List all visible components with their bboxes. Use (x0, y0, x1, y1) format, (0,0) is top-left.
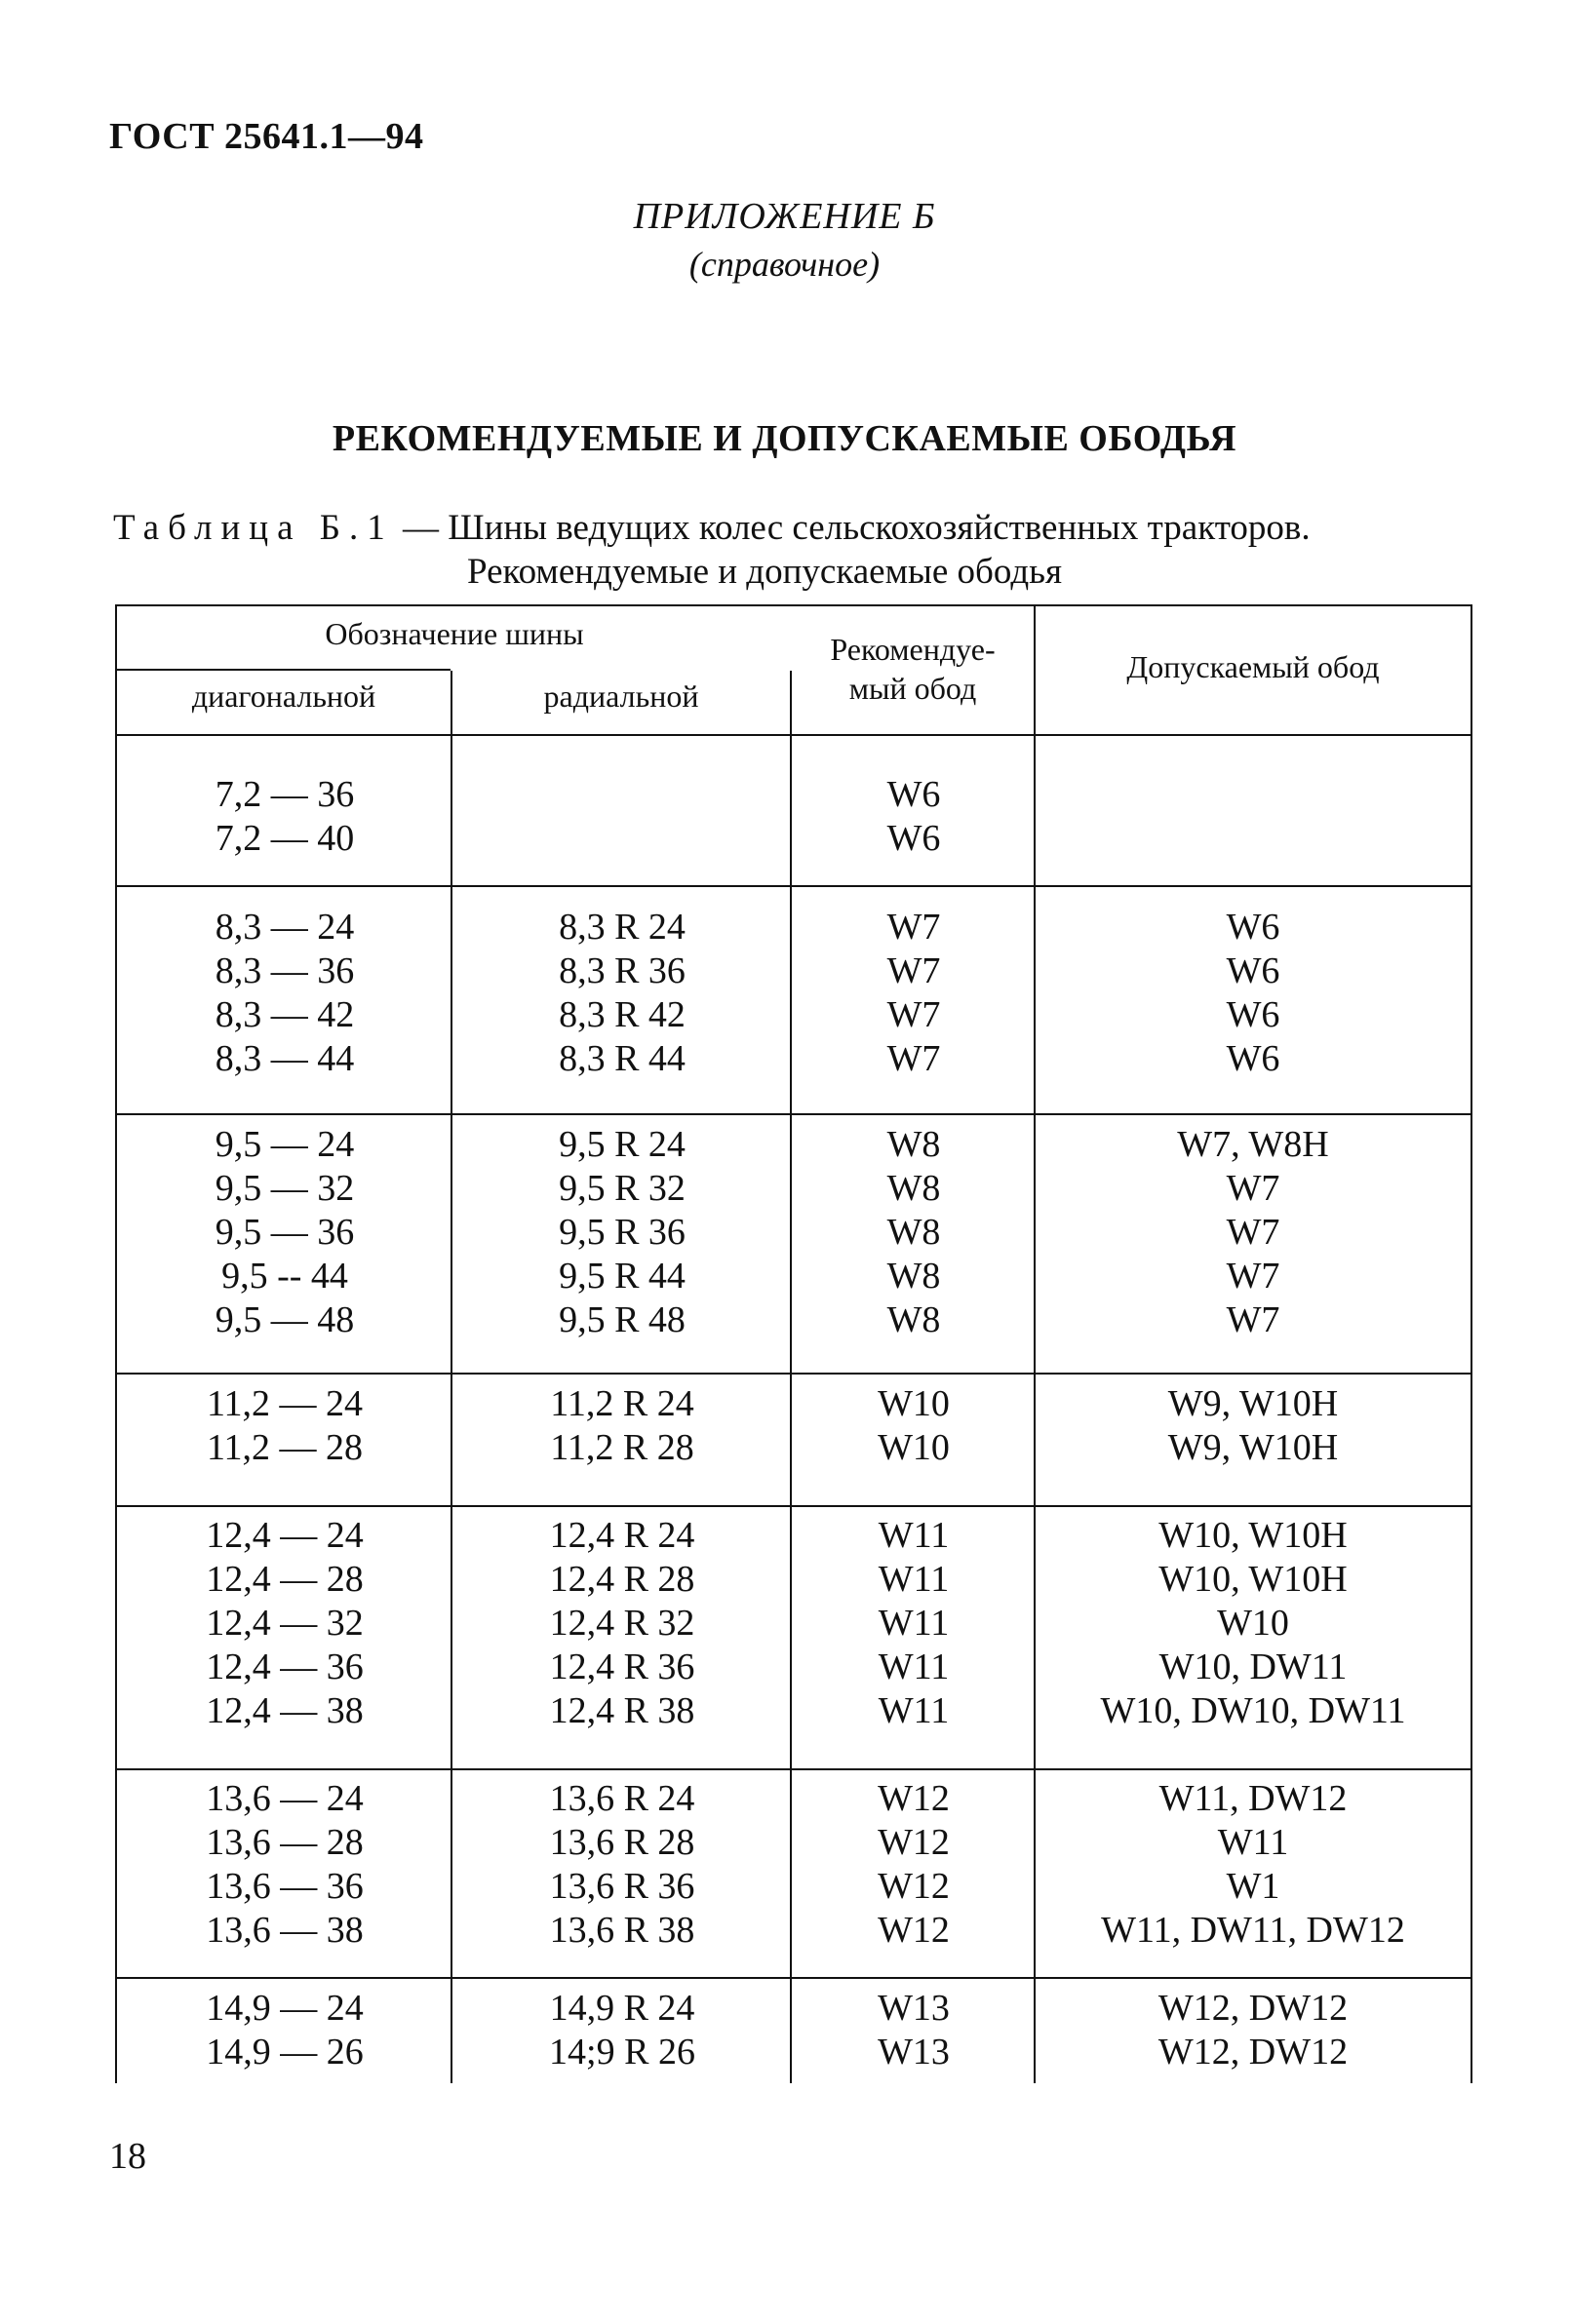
cell-diagonal: 13,6 — 28 (206, 1822, 364, 1863)
table-column (1036, 1382, 1471, 1470)
cell-recommended: W8 (886, 1168, 941, 1209)
caption-line-1 (113, 506, 1498, 550)
cell-permissible: W12, DW12 (1157, 1988, 1349, 2029)
header-bottom-line (117, 734, 1471, 736)
header-tire-designation: Обозначение шины (325, 616, 584, 651)
cell-radial: 9,5 R 44 (559, 1256, 686, 1297)
cell-diagonal: 9,5 -- 44 (221, 1256, 348, 1297)
header-diagonal: диагональной (191, 678, 376, 714)
cell-radial (452, 817, 792, 861)
appendix-title: ПРИЛОЖЕНИЕ Б (633, 196, 936, 237)
cell-radial: 12,4 R 28 (549, 1559, 695, 1600)
table-column (792, 1123, 1036, 1342)
cell-diagonal: 9,5 — 32 (215, 1168, 355, 1209)
caption-text: — Шины ведущих колес сельскохозяйственных тракторов. (393, 508, 1311, 548)
cell-diagonal: 7,2 — 40 (215, 818, 355, 859)
cell-diagonal: 13,6 — 38 (206, 1910, 364, 1951)
section-title: РЕКОМЕНДУЕМЫЕ И ДОПУСКАЕМЫЕ ОБОДЬЯ (332, 418, 1237, 459)
table-column (792, 773, 1036, 861)
table-column (452, 906, 792, 1081)
doc-code: ГОСТ 25641.1—94 (109, 116, 424, 157)
header-recommended (792, 630, 1034, 708)
cell-recommended: W12 (878, 1822, 950, 1863)
caption-line-2: Рекомендуемые и допускаемые ободья (467, 552, 1063, 592)
cell-radial (452, 773, 792, 817)
group-separator (117, 1113, 1471, 1115)
cell-permissible: W10, W10H (1158, 1515, 1348, 1556)
table-column (792, 906, 1036, 1081)
cell-diagonal: 8,3 — 42 (215, 994, 355, 1035)
cell-radial: 14;9 R 26 (549, 2032, 695, 2072)
cell-permissible: W9, W10H (1167, 1427, 1339, 1468)
cell-permissible: W11 (1217, 1822, 1289, 1863)
cell-permissible: W10, W10H (1158, 1559, 1348, 1600)
cell-recommended: W12 (878, 1910, 950, 1951)
cell-radial: 14,9 R 24 (549, 1988, 695, 2029)
cell-diagonal: 9,5 — 24 (215, 1124, 355, 1165)
table-column (117, 1382, 452, 1470)
cell-recommended: W12 (878, 1866, 950, 1907)
table-column (1036, 906, 1471, 1081)
table-column (452, 1514, 792, 1733)
cell-radial: 13,6 R 28 (549, 1822, 695, 1863)
table-column (792, 1777, 1036, 1953)
cell-permissible: W11, DW11, DW12 (1101, 1910, 1405, 1951)
cell-diagonal: 14,9 — 24 (206, 1988, 364, 2029)
cell-recommended: W6 (886, 774, 941, 815)
cell-diagonal: 11,2 — 28 (206, 1427, 364, 1468)
appendix-subtitle: (справочное) (688, 245, 881, 284)
cell-recommended: W7 (886, 1038, 941, 1079)
table-column (1036, 1777, 1471, 1953)
cell-diagonal: 12,4 — 24 (206, 1515, 364, 1556)
cell-radial: 12,4 R 24 (549, 1515, 695, 1556)
cell-radial: 8,3 R 24 (559, 907, 686, 948)
cell-permissible: W9, W10H (1167, 1383, 1339, 1424)
table-column (117, 1987, 452, 2074)
cell-radial: 11,2 R 28 (550, 1427, 694, 1468)
group-separator (117, 1505, 1471, 1507)
cell-permissible: W7 (1226, 1212, 1280, 1253)
cell-diagonal: 12,4 — 32 (206, 1603, 364, 1644)
cell-recommended: W6 (886, 818, 941, 859)
cell-recommended: W11 (878, 1559, 950, 1600)
cell-radial: 8,3 R 36 (559, 950, 686, 991)
cell-permissible: W7, W8H (1177, 1124, 1329, 1165)
cell-recommended: W11 (878, 1515, 950, 1556)
cell-permissible: W7 (1226, 1299, 1280, 1340)
table-column (792, 1987, 1036, 2074)
cell-permissible: W6 (1226, 994, 1280, 1035)
cell-recommended: W7 (886, 950, 941, 991)
cell-permissible: W6 (1226, 1038, 1280, 1079)
cell-recommended: W8 (886, 1212, 941, 1253)
page-number: 18 (109, 2136, 146, 2177)
table-column (792, 1514, 1036, 1733)
cell-permissible: W12, DW12 (1157, 2032, 1349, 2072)
group-separator (117, 1768, 1471, 1770)
table-column (792, 1382, 1036, 1470)
cell-permissible: W10 (1217, 1603, 1289, 1644)
rims-table (115, 604, 1472, 2083)
cell-diagonal: 14,9 — 26 (206, 2032, 364, 2072)
table-column (452, 1382, 792, 1470)
cell-radial: 12,4 R 36 (549, 1646, 695, 1687)
header-permissible: Допускаемый обод (1126, 649, 1380, 684)
cell-radial: 9,5 R 48 (559, 1299, 686, 1340)
cell-radial: 12,4 R 38 (549, 1690, 695, 1731)
cell-recommended: W11 (878, 1646, 950, 1687)
table-column (452, 1987, 792, 2074)
cell-recommended: W7 (886, 994, 941, 1035)
cell-permissible (1036, 817, 1471, 861)
cell-recommended: W10 (878, 1383, 950, 1424)
cell-permissible: W10, DW10, DW11 (1100, 1690, 1406, 1731)
cell-diagonal: 7,2 — 36 (215, 774, 355, 815)
table-column (117, 773, 452, 861)
caption-label: Таблица Б.1 (113, 508, 394, 548)
cell-radial: 8,3 R 42 (559, 994, 686, 1035)
cell-radial: 9,5 R 24 (559, 1124, 686, 1165)
cell-diagonal: 11,2 — 24 (206, 1383, 364, 1424)
cell-recommended: W10 (878, 1427, 950, 1468)
group-separator (117, 1977, 1471, 1979)
cell-diagonal: 9,5 — 48 (215, 1299, 355, 1340)
cell-recommended: W11 (878, 1690, 950, 1731)
cell-radial: 9,5 R 32 (559, 1168, 686, 1209)
cell-radial: 13,6 R 36 (549, 1866, 695, 1907)
table-column (117, 1777, 452, 1953)
table-column (117, 1123, 452, 1342)
table-column (1036, 773, 1471, 861)
header-radial: радиальной (543, 678, 699, 714)
table-column (117, 906, 452, 1081)
cell-diagonal: 13,6 — 24 (206, 1778, 364, 1819)
cell-diagonal: 8,3 — 24 (215, 907, 355, 948)
table-caption (113, 506, 1498, 594)
cell-recommended: W13 (878, 2032, 950, 2072)
cell-permissible: W6 (1226, 950, 1280, 991)
cell-recommended: W8 (886, 1299, 941, 1340)
cell-radial: 9,5 R 36 (559, 1212, 686, 1253)
cell-radial: 13,6 R 38 (549, 1910, 695, 1951)
header-recommended-line-2: мый обод (848, 671, 977, 706)
cell-permissible (1036, 773, 1471, 817)
cell-permissible: W11, DW12 (1158, 1778, 1348, 1819)
cell-diagonal: 12,4 — 38 (206, 1690, 364, 1731)
table-column (452, 1777, 792, 1953)
table-column (1036, 1987, 1471, 2074)
cell-recommended: W8 (886, 1256, 941, 1297)
cell-diagonal: 12,4 — 36 (206, 1646, 364, 1687)
cell-permissible: W6 (1226, 907, 1280, 948)
cell-permissible: W10, DW11 (1158, 1646, 1348, 1687)
cell-recommended: W12 (878, 1778, 950, 1819)
group-separator (117, 885, 1471, 887)
cell-diagonal: 13,6 — 36 (206, 1866, 364, 1907)
cell-radial: 8,3 R 44 (559, 1038, 686, 1079)
cell-recommended: W11 (878, 1603, 950, 1644)
cell-recommended: W8 (886, 1124, 941, 1165)
table-column (1036, 1123, 1471, 1342)
table-column (452, 773, 792, 861)
cell-radial: 12,4 R 32 (549, 1603, 695, 1644)
cell-diagonal: 12,4 — 28 (206, 1559, 364, 1600)
cell-radial: 11,2 R 24 (550, 1383, 694, 1424)
cell-diagonal: 8,3 — 36 (215, 950, 355, 991)
cell-permissible: W1 (1226, 1866, 1280, 1907)
table-column (117, 1514, 452, 1733)
cell-diagonal: 8,3 — 44 (215, 1038, 355, 1079)
cell-recommended: W13 (878, 1988, 950, 2029)
cell-diagonal: 9,5 — 36 (215, 1212, 355, 1253)
cell-permissible: W7 (1226, 1256, 1280, 1297)
cell-permissible: W7 (1226, 1168, 1280, 1209)
header-recommended-line-1: Рекомендуе- (830, 632, 996, 667)
cell-recommended: W7 (886, 907, 941, 948)
table-column (1036, 1514, 1471, 1733)
table-column (452, 1123, 792, 1342)
cell-radial: 13,6 R 24 (549, 1778, 695, 1819)
group-separator (117, 1373, 1471, 1375)
